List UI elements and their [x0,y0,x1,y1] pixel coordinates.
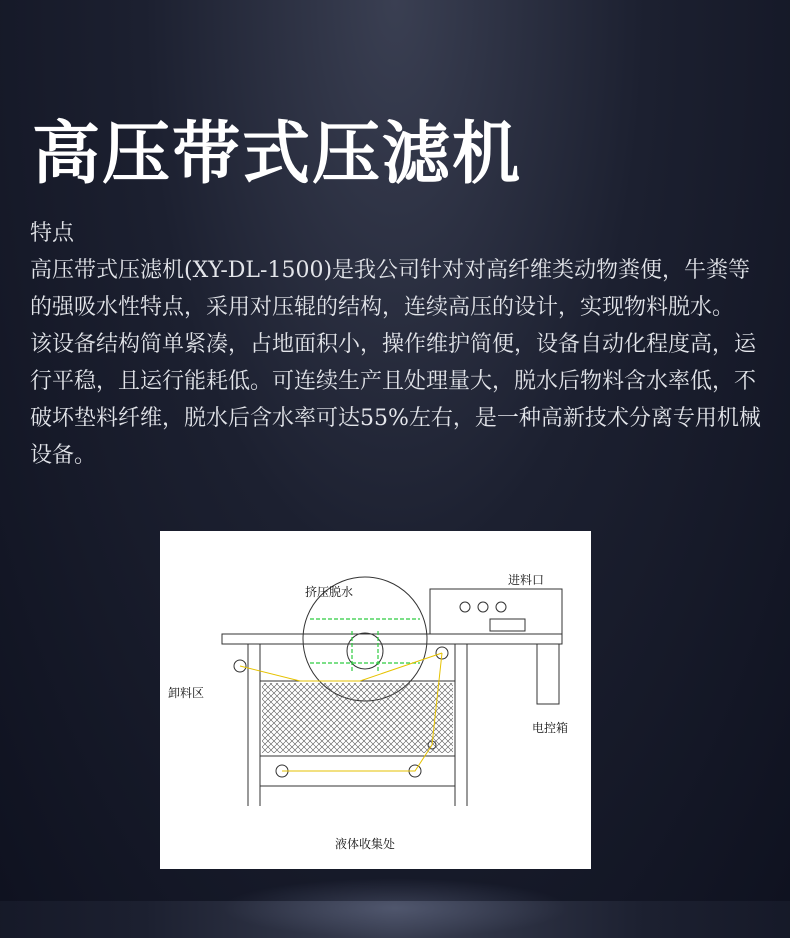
description-paragraph-1: 高压带式压滤机(XY-DL-1500)是我公司针对对高纤维类动物粪便，牛粪等的强吸水性特点，采用对压辊的结构，连续高压的设计，实现物料脱水。 [30,258,751,320]
label-collection: 液体收集处 [335,837,396,851]
gauge-2 [478,602,488,612]
description [30,215,765,474]
bottom-glow [220,878,570,938]
gauge-1 [460,602,470,612]
control-box [537,644,559,704]
description-paragraph-2: 该设备结构简单紧凑，占地面积小，操作维护简便，设备自动化程度高，运行平稳，且运行能耗低。可连续生产且处理量大，脱水后物料含水率低，不破坏垫料纤维，脱水后含水率可达55%左右，是一种高新技术分离专用机械设备。 [30,332,761,468]
gauge-3 [496,602,506,612]
features-heading: 特点 [30,221,75,246]
label-inlet: 进料口 [508,573,545,587]
motor-block [490,619,525,631]
label-control-box: 电控箱 [532,721,569,735]
frame-top-bar [222,634,562,644]
label-squeeze: 挤压脱水 [305,585,354,599]
machine-diagram [160,531,591,869]
filter-media [262,683,453,753]
page-title: 高压带式压滤机 [32,115,523,194]
inlet-housing [430,589,562,634]
label-discharge: 卸料区 [168,686,205,700]
belt-path-upper [240,653,442,681]
